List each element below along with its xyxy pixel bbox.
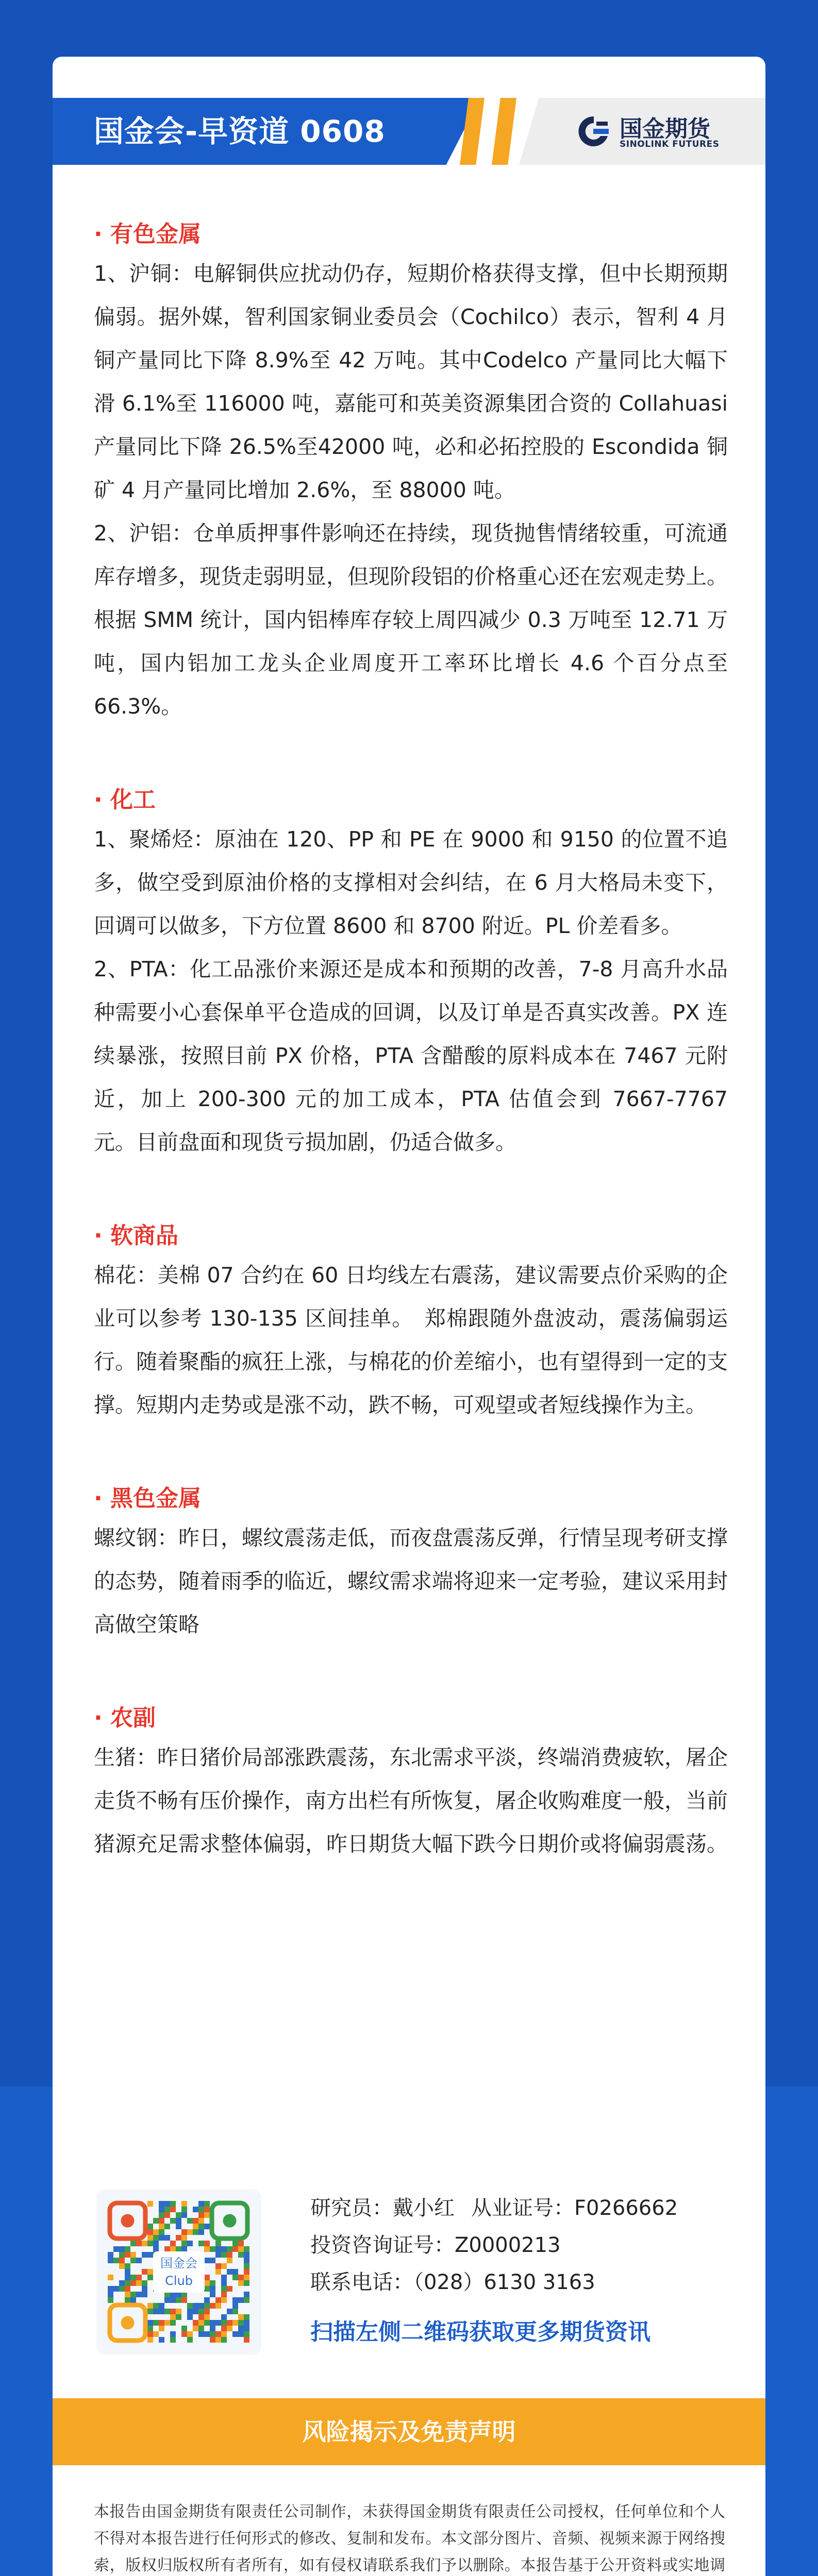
section-paragraph: 螺纹钢：昨日，螺纹震荡走低，而夜盘震荡反弹，行情呈现考研支撑的态势，随着雨季的临近，螺纹需求端将迎来一定考验，建议采用封高做空策略	[94, 1526, 728, 1637]
license-number: F0266662	[574, 2196, 678, 2220]
phone-row	[310, 2264, 678, 2301]
section-agricultural	[94, 1703, 728, 1866]
section-paragraph: 生猪：昨日猪价局部涨跌震荡，东北需求平淡，终端消费疲软，屠企走货不畅有压价操作，南方出栏有所恢复，屠企收购难度一般，当前猪源充足需求整体偏弱，昨日期货大幅下跌今日期价或将偏弱震荡。	[94, 1745, 728, 1856]
section-paragraph: 棉花：美棉 07 合约在 60 日均线左右震荡，建议需要点价采购的企业可以参考 130-135 区间挂单。 郑棉跟随外盘波动，震荡偏弱运行。随着聚酯的疯狂上涨，与棉花的价差缩小，也有望得到一定的支撑。短期内走势或是涨不动，跌不畅，可观望或者短线操作为主。	[94, 1263, 728, 1417]
logo-text-cn: 国金期货	[620, 116, 710, 142]
qr-code[interactable]	[96, 2190, 261, 2354]
disclaimer-text: 本报告由国金期货有限责任公司制作，未获得国金期货有限责任公司授权，任何单位和个人不得对本报告进行任何形式的修改、复制和发布。本文部分图片、音频、视频来源于网络搜索，版权归版权所有者所有，如有侵权请联系我们予以删除。本报告基于公开资料或实地调	[94, 2503, 725, 2574]
researcher-name: 戴小红	[393, 2196, 455, 2220]
header-stripe	[492, 98, 516, 165]
qr-label-line: 国金会	[160, 2256, 197, 2270]
sinolink-logo-icon	[576, 113, 612, 149]
risk-disclosure-heading: 风险揭示及免责声明	[53, 2398, 765, 2465]
section-paragraph: 2、PTA：化工品涨价来源还是成本和预期的改善，7-8 月高升水品种需要小心套保单平仓造成的回调，以及订单是否真实改善。PX 连续暴涨，按照目前 PX 价格，PTA 含醋酸的原料成本在 7467 元附近，加上 200-300 元的加工成本，PTA 估值会到 7667-7767 元。目前盘面和现货亏损加剧，仍适合做多。	[94, 957, 728, 1155]
section-ferrous	[94, 1483, 728, 1646]
section-title: · 农副	[94, 1705, 156, 1731]
researcher-row	[310, 2190, 678, 2227]
scan-qr-cta: 扫描左侧二维码获取更多期货资讯	[310, 2319, 650, 2345]
section-paragraph: 1、沪铜：电解铜供应扰动仍存，短期价格获得支撑，但中长期预期偏弱。据外媒，智利国家铜业委员会（Cochilco）表示，智利 4 月铜产量同比下降 8.9%至 42 万吨。其中Codelco 产量同比大幅下滑 6.1%至 116000 吨，嘉能可和英美资源集团合资的 Collahuasi 产量同比下降 26.5%至42000 吨，必和必拓控股的 Escondida 铜矿 4 月产量同比增加 2.6%，至 88000 吨。	[94, 261, 728, 502]
qr-label-line: Club	[165, 2274, 193, 2288]
researcher-label: 研究员：	[310, 2196, 393, 2220]
qr-center-label	[153, 2251, 205, 2293]
report-content	[94, 219, 728, 1922]
section-chemical	[94, 785, 728, 1164]
license-label: 从业证号：	[471, 2196, 574, 2220]
section-title: · 黑色金属	[94, 1485, 202, 1512]
section-soft-commodities	[94, 1221, 728, 1427]
consult-number: Z0000213	[455, 2233, 561, 2257]
header-banner	[53, 98, 765, 165]
section-title: · 有色金属	[94, 221, 202, 247]
section-title: · 软商品	[94, 1223, 179, 1249]
report-card	[53, 57, 765, 2576]
section-paragraph: 1、聚烯烃：原油在 120、PP 和 PE 在 9000 和 9150 的位置不追多，做空受到原油价格的支撑相对会纠结，在 6 月大格局未变下，回调可以做多，下方位置 8600 和 8700 附近。PL 价差看多。	[94, 827, 728, 938]
section-title: · 化工	[94, 787, 156, 813]
section-paragraph: 2、沪铝：仓单质押事件影响还在持续，现货抛售情绪较重，可流通库存增多，现货走弱明显，但现阶段铝的价格重心还在宏观走势上。根据 SMM 统计，国内铝棒库存较上周四减少 0.3 万吨至 12.71 万吨，国内铝加工龙头企业周度开工率环比增长 4.6 个百分点至 66.3%。	[94, 521, 728, 719]
page-title: 国金会-早资道 0608	[94, 114, 386, 149]
consult-row	[310, 2227, 678, 2264]
section-nonferrous	[94, 219, 728, 728]
phone-label: 联系电话：	[310, 2270, 413, 2294]
contact-info	[310, 2190, 678, 2301]
phone-number: （028）6130 3163	[413, 2270, 595, 2294]
logo-text-en: SINOLINK FUTURES	[620, 139, 720, 149]
consult-label: 投资咨询证号：	[310, 2233, 455, 2257]
